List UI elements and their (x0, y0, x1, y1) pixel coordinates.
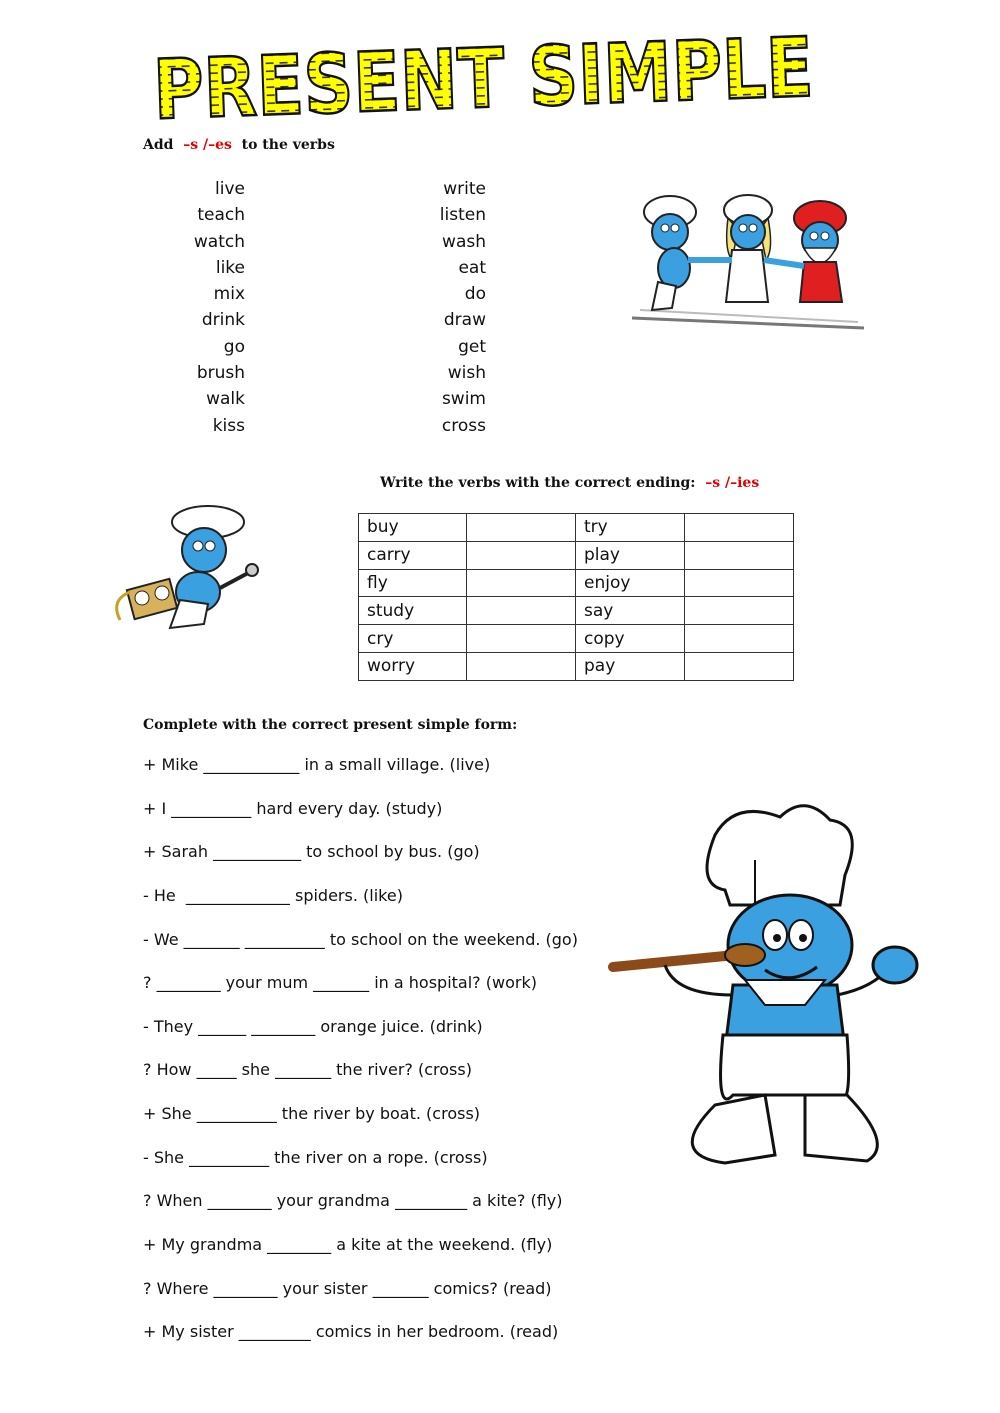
verb-right-item: eat (458, 257, 486, 278)
verb-list-right (400, 176, 486, 439)
verb-cell: try (576, 514, 685, 542)
answer-cell[interactable] (685, 569, 794, 597)
sentence-item: ? How _____ she _______ the river? (cross) (143, 1060, 472, 1080)
answer-cell[interactable] (467, 597, 576, 625)
verb-cell: carry (359, 541, 467, 569)
verb-left-item: watch (193, 231, 245, 252)
verb-right-item: get (458, 336, 486, 357)
verb-cell: say (576, 597, 685, 625)
verb-right-item: write (443, 179, 486, 199)
verb-cell: play (576, 541, 685, 569)
sentence-item: + My grandma ________ a kite at the weekend. (fly) (143, 1235, 553, 1255)
verb-right-item: wish (447, 363, 486, 384)
table-row (359, 597, 794, 625)
verb-cell: pay (576, 652, 685, 680)
sentence-item: + Mike ____________ in a small village. (live) (143, 755, 491, 774)
table-row (359, 514, 794, 542)
sentence-item: + She __________ the river by boat. (cross) (143, 1104, 481, 1124)
page-title (138, 12, 942, 139)
smurf-figure (644, 196, 696, 310)
sentence-item: ? ________ your mum _______ in a hospital? (work) (143, 973, 537, 993)
section-2-heading: Write the verbs with the correct ending: –s /–ies (380, 475, 760, 491)
smurfs-group-illustration (628, 190, 868, 340)
verb-cell: worry (359, 652, 467, 680)
table-row (359, 541, 794, 569)
answer-cell[interactable] (467, 625, 576, 653)
table-row (359, 652, 794, 680)
sentence-item: - She __________ the river on a rope. (cross) (143, 1147, 488, 1167)
verb-right-item: do (464, 284, 486, 305)
smurf-figure (724, 195, 772, 302)
verb-left-item: go (223, 336, 245, 357)
answer-cell[interactable] (467, 569, 576, 597)
answer-cell[interactable] (685, 541, 794, 569)
verb-ending-table (358, 513, 794, 681)
sentence-item: - He _____________ spiders. (like) (143, 885, 403, 905)
verb-left-item: brush (196, 363, 245, 384)
verb-left-item: walk (206, 389, 245, 410)
answer-cell[interactable] (685, 597, 794, 625)
verb-cell: enjoy (576, 569, 685, 597)
verb-right-item: wash (442, 231, 486, 252)
answer-cell[interactable] (467, 541, 576, 569)
smurf-singer-illustration (100, 500, 280, 640)
answer-cell[interactable] (685, 652, 794, 680)
verb-cell: fly (359, 569, 467, 597)
verb-left-item: drink (201, 310, 245, 331)
sentence-list (143, 755, 578, 1366)
smurf-figure (794, 201, 846, 302)
sentence-item: - They ______ ________ orange juice. (drink) (143, 1016, 483, 1036)
table-row (359, 569, 794, 597)
answer-cell[interactable] (467, 514, 576, 542)
chef-smurf-illustration (605, 795, 945, 1175)
verb-left-item: like (215, 257, 245, 278)
sentence-item: + My sister _________ comics in her bedroom. (read) (143, 1322, 559, 1342)
sentence-item: + I __________ hard every day. (study) (143, 798, 443, 818)
verb-list-left (160, 176, 245, 439)
answer-cell[interactable] (685, 514, 794, 542)
verb-left-item: live (215, 179, 245, 199)
section-1-heading: Add –s /–es to the verbs (143, 137, 335, 153)
title-text: PRESENT SIMPLE (151, 16, 942, 139)
verb-left-item: kiss (212, 415, 245, 436)
verb-right-item: draw (443, 310, 486, 331)
verb-left-item: teach (197, 205, 245, 226)
verb-right-item: swim (441, 389, 486, 410)
sentence-item: ? Where ________ your sister _______ comics? (read) (143, 1278, 552, 1298)
answer-cell[interactable] (685, 625, 794, 653)
sentence-item: ? When ________ your grandma _________ a kite? (fly) (143, 1191, 563, 1211)
verb-cell: cry (359, 625, 467, 653)
verb-left-item: mix (213, 284, 245, 305)
section-3-heading: Complete with the correct present simple form: (143, 717, 518, 733)
sentence-item: + Sarah ___________ to school by bus. (go) (143, 842, 480, 862)
verb-right-item: cross (441, 415, 486, 436)
answer-cell[interactable] (467, 652, 576, 680)
table-row (359, 625, 794, 653)
verb-right-item: listen (439, 205, 486, 226)
verb-cell: copy (576, 625, 685, 653)
verb-cell: buy (359, 514, 467, 542)
sentence-item: - We _______ __________ to school on the weekend. (go) (143, 929, 578, 949)
verb-cell: study (359, 597, 467, 625)
